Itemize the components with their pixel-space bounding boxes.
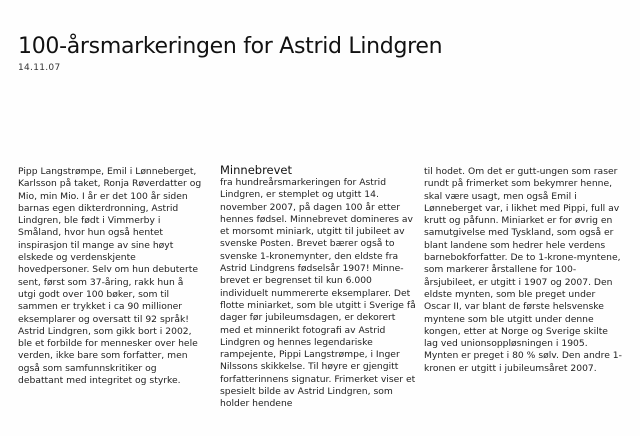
- text-column-2: [220, 164, 416, 411]
- column-2-paragraph: fra hundreårsmarkeringen for Astrid Lindgren, er stemplet og utgitt 14. november 2007, på dagen 100 år etter hennes fødsel. Minnebrevet domineres av et morsomt miniark, utgitt til jubileet av svenske Posten. Brevet bærer også to svenske 1-kronemynter, den eldste fra Astrid Lindgrens fødselsår 1907! Minne-brevet er begrenset til kun 6.000 individuelt nummererte eksemplarer. Det flotte miniarket, som ble utgitt i Sverige få dager før jubileumsdagen, er dekorert med et minnerikt fotografi av Astrid Lindgren og hennes legendariske rampejente, Pippi Langstrømpe, i Inger Nilssons skikkelse. Til høyre er gjengitt forfatterinnens signatur. Frimerket viser et spesielt bilde av Astrid Lindgren, som holder hendene: [220, 177, 416, 410]
- article-date: 14.11.07: [18, 63, 61, 73]
- article-title: 100-årsmarkeringen for Astrid Lindgren: [18, 34, 443, 59]
- text-column-1: [18, 166, 204, 387]
- column-3-paragraph: til hodet. Om det er gutt-ungen som raser rundt på frimerket som bekymrer henne, skal være usagt, men også Emil i Lønneberget var, i likhet med Pippi, full av krutt og påfunn. Miniarket er for øvrig en samutgivelse med Tyskland, som også er blant landene som hedrer hele verdens barnebokforfatter. De to 1-krone-myntene, som markerer årstallene for 100-årsjubileet, er utgitt i 1907 og 2007. Den eldste mynten, som ble preget under Oscar II, var blant de første helsvenske myntene som ble utgitt under denne kongen, etter at Norge og Sverige skilte lag ved unionsoppløsningen i 1905. Mynten er preget i 80 % sølv. Den andre 1-kronen er utgitt i jubileumsåret 2007.: [424, 166, 622, 374]
- text-column-3: [424, 166, 624, 375]
- section-heading: Minnebrevet: [220, 163, 293, 177]
- column-1-paragraph: Pipp Langstrømpe, Emil i Lønneberget, Karlsson på taket, Ronja Røverdatter og Mio, min Mio. I år er det 100 år siden barnas egen dikterdronning, Astrid Lindgren, ble født i Vimmerby i Småland, hvor hun også hentet inspirasjon til mange av sine høyt elskede og verdenskjente hovedpersoner. Selv om hun debuterte sent, først som 37-åring, rakk hun å utgi godt over 100 bøker, som til sammen er trykket i ca 90 millioner eksemplarer og oversatt til 92 språk! Astrid Lindgren, som gikk bort i 2002, ble et forbilde for mennesker over hele verden, ikke bare som forfatter, men også som samfunnskritiker og debattant med integritet og styrke.: [18, 166, 202, 387]
